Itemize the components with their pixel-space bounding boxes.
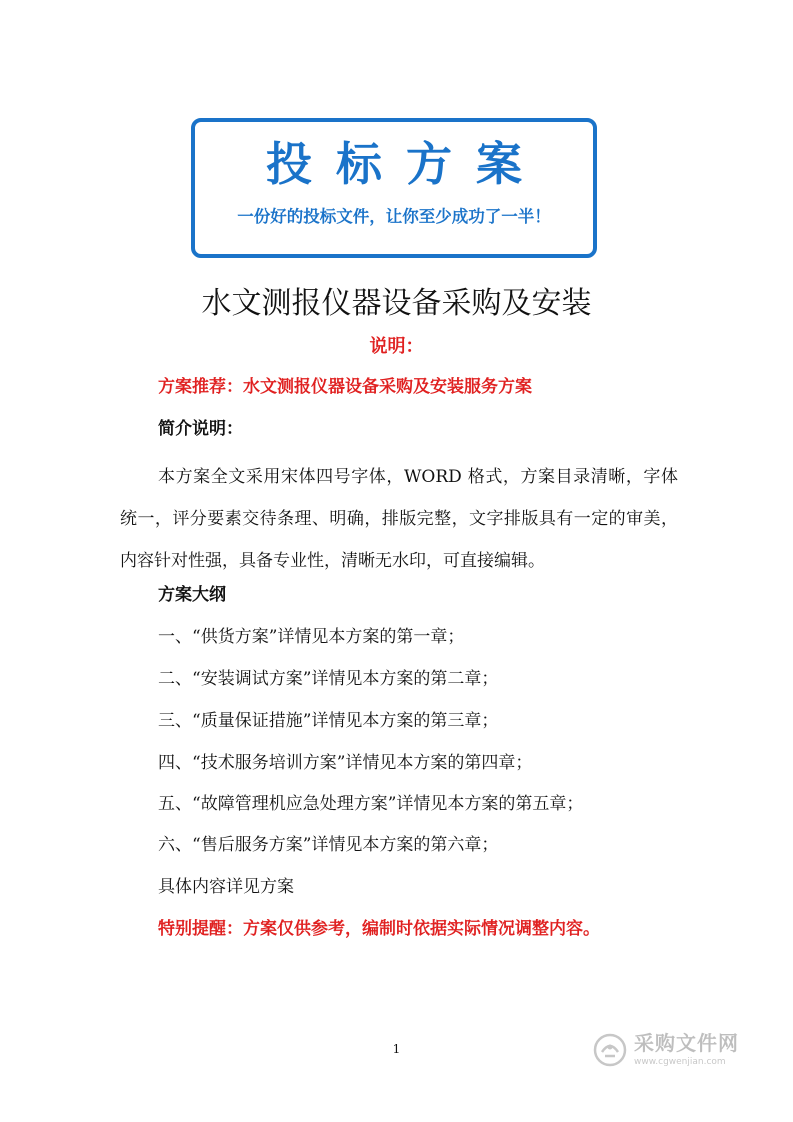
outline-item: 一、“供货方案”详情见本方案的第一章；: [158, 627, 465, 647]
page-number: 1: [392, 1042, 401, 1056]
banner-box: [191, 118, 597, 258]
watermark-url: www.cgwenjian.com: [634, 1057, 726, 1067]
recommendation-line: 方案推荐：水文测报仪器设备采购及安装服务方案: [158, 377, 532, 397]
watermark: [592, 1028, 752, 1072]
outline-heading: 方案大纲: [158, 585, 226, 605]
cgwenjian-logo-icon: [592, 1032, 628, 1068]
outline-item: 五、“故障管理机应急处理方案”详情见本方案的第五章；: [158, 794, 584, 814]
outline-item: 四、“技术服务培训方案”详情见本方案的第四章；: [158, 753, 533, 773]
outline-item: 六、“售后服务方案”详情见本方案的第六章；: [158, 835, 499, 855]
outline-item: 三、“质量保证措施”详情见本方案的第三章；: [158, 711, 499, 731]
special-reminder: 特别提醒：方案仅供参考，编制时依据实际情况调整内容。: [158, 919, 600, 939]
banner-title: 投标方案: [266, 137, 546, 191]
details-note: 具体内容详见方案: [158, 877, 294, 897]
watermark-name: 采购文件网: [634, 1031, 739, 1055]
banner-subtitle: 一份好的投标文件，让你至少成功了一半！: [237, 207, 551, 226]
intro-heading: 简介说明：: [158, 419, 243, 439]
section-label: 说明：: [369, 336, 424, 357]
document-title: 水文测报仪器设备采购及安装: [201, 286, 592, 321]
outline-item: 二、“安装调试方案”详情见本方案的第二章；: [158, 669, 499, 689]
intro-paragraph: 本方案全文采用宋体四号字体，WORD 格式，方案目录清晰，字体统一，评分要素交待条理、明确，排版完整，文字排版具有一定的审美，内容针对性强，具备专业性，清晰无水印，可直接编辑。: [120, 467, 678, 571]
